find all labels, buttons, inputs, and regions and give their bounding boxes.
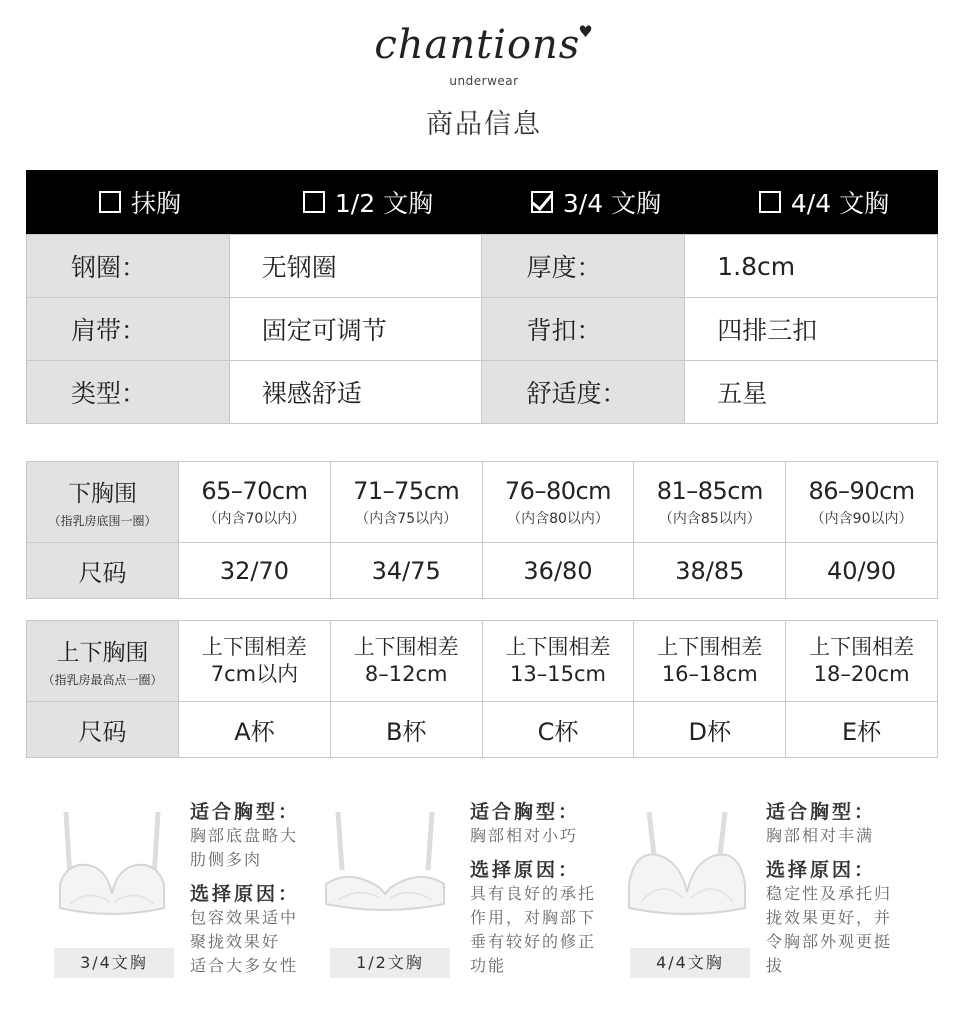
checked-checkbox-icon (531, 191, 553, 213)
band-size-table (26, 461, 938, 599)
attribute-label: 背扣： (482, 298, 685, 361)
band-size-value: 40/90 (786, 543, 938, 599)
band-header: 下胸围 (68, 481, 137, 507)
attribute-label: 舒适度： (482, 361, 685, 424)
band-range: 65–70cm (201, 476, 308, 505)
style-tag: 1/2文胸 (330, 948, 450, 978)
cup-option-full (710, 170, 938, 234)
band-range-row (27, 462, 938, 543)
reason-title: 选择原因： (190, 883, 301, 905)
cup-option-three-quarter (482, 170, 710, 234)
reason-title: 选择原因： (766, 859, 877, 881)
band-size-value: 38/85 (634, 543, 786, 599)
band-range-note: （内含90以内） (810, 510, 913, 527)
cup-diff-cell (634, 621, 786, 702)
attribute-value: 固定可调节 (229, 298, 482, 361)
band-range: 81–85cm (656, 476, 763, 505)
cup-diff-cell (330, 621, 482, 702)
cup-diff-line1: 上下围相差 (657, 635, 763, 659)
reason-text: 具有良好的承托 作用，对胸部下 垂有较好的修正 功能 (470, 884, 597, 975)
style-tag: 3/4文胸 (54, 948, 174, 978)
cup-diff-cell (786, 621, 938, 702)
brand-name: chantions (374, 22, 581, 68)
page-title: 商品信息 (426, 109, 542, 140)
band-range-note: （内含85以内） (658, 510, 761, 527)
fit-text: 胸部底盘略大 肋侧多肉 (190, 826, 299, 869)
reason-text: 包容效果适中 聚拢效果好 适合大多女性 (190, 908, 299, 975)
band-size-row (27, 543, 938, 599)
band-range-note: （内含80以内） (507, 510, 609, 527)
size-label: 尺码 (27, 543, 179, 599)
cup-diff-cell (179, 621, 331, 702)
cup-diff-row (27, 621, 938, 702)
band-range: 76–80cm (504, 476, 612, 505)
cup-diff-line2: 13–15cm (510, 662, 606, 686)
fit-title: 适合胸型： (190, 801, 301, 823)
size-label: 尺码 (27, 702, 179, 758)
attribute-value: 裸感舒适 (229, 361, 482, 424)
cup-size-table (26, 620, 938, 758)
cup-header-cell (27, 621, 179, 702)
heart-icon: ♥ (578, 22, 594, 41)
band-range-note: （内含75以内） (355, 510, 458, 527)
fit-title: 适合胸型： (470, 801, 581, 823)
cup-diff-line2: 8–12cm (364, 662, 448, 686)
checkbox-icon (303, 191, 325, 213)
band-size-value: 32/70 (179, 543, 331, 599)
cup-option-label: 抹胸 (130, 189, 181, 218)
style-description (190, 800, 330, 978)
style-description (470, 800, 620, 978)
band-range-note: （内含70以内） (203, 510, 306, 527)
cup-size-value: A杯 (179, 702, 331, 758)
cup-diff-cell (482, 621, 634, 702)
fit-text: 胸部相对丰满 (766, 826, 875, 845)
cup-option-label: 4/4 文胸 (790, 189, 890, 218)
brand-subtitle: underwear (449, 74, 519, 88)
attribute-value: 五星 (685, 361, 938, 424)
cup-option-half (254, 170, 482, 234)
attribute-label: 肩带： (27, 298, 230, 361)
cup-diff-line2: 7cm以内 (210, 662, 299, 686)
cup-option-label: 1/2 文胸 (334, 189, 434, 218)
cup-diff-line2: 18–20cm (813, 662, 910, 686)
attribute-value: 1.8cm (685, 235, 938, 298)
cup-size-row (27, 702, 938, 758)
band-range: 86–90cm (808, 476, 915, 505)
reason-text: 稳定性及承托归 拢效果更好，并 令胸部外观更挺 拔 (766, 884, 893, 975)
attribute-table (26, 234, 938, 424)
band-range-cell (330, 462, 482, 543)
band-size-value: 34/75 (330, 543, 482, 599)
fit-title: 适合胸型： (766, 801, 877, 823)
attribute-row (27, 235, 938, 298)
cup-diff-line2: 16–18cm (661, 662, 758, 686)
checkbox-icon (759, 191, 781, 213)
cup-diff-line1: 上下围相差 (809, 635, 915, 659)
band-range-cell (179, 462, 331, 543)
attribute-value: 四排三扣 (685, 298, 938, 361)
attribute-label: 钢圈： (27, 235, 230, 298)
cup-option-label: 3/4 文胸 (562, 189, 662, 218)
cup-header: 上下胸围 (56, 640, 149, 666)
attribute-value: 无钢圈 (229, 235, 482, 298)
band-range-cell (634, 462, 786, 543)
attribute-label: 类型： (27, 361, 230, 424)
band-range-cell (786, 462, 938, 543)
cup-diff-line1: 上下围相差 (505, 635, 611, 659)
band-range-cell (482, 462, 634, 543)
band-range: 71–75cm (353, 476, 460, 505)
cup-size-value: C杯 (482, 702, 634, 758)
attribute-label: 厚度： (482, 235, 685, 298)
bra-half-icon (320, 808, 450, 920)
attribute-row (27, 361, 938, 424)
fit-text: 胸部相对小巧 (470, 826, 579, 845)
brand-logo (0, 22, 968, 68)
style-tag: 4/4文胸 (630, 948, 750, 978)
cup-size-value: B杯 (330, 702, 482, 758)
attribute-row (27, 298, 938, 361)
band-header-note: （指乳房底围一圈） (48, 514, 157, 528)
cup-size-value: E杯 (786, 702, 938, 758)
style-description (766, 800, 926, 978)
cup-diff-line1: 上下围相差 (353, 635, 459, 659)
cup-size-value: D杯 (634, 702, 786, 758)
cup-type-bar (26, 170, 938, 234)
bra-full-icon (625, 808, 750, 920)
cup-header-note: （指乳房最高点一圈） (42, 673, 163, 687)
reason-title: 选择原因： (470, 859, 581, 881)
checkbox-icon (99, 191, 121, 213)
cup-diff-line1: 上下围相差 (201, 635, 307, 659)
bra-three-quarter-icon (52, 808, 172, 920)
band-size-value: 36/80 (482, 543, 634, 599)
band-header-cell (27, 462, 179, 543)
cup-option-strapless (26, 170, 254, 234)
